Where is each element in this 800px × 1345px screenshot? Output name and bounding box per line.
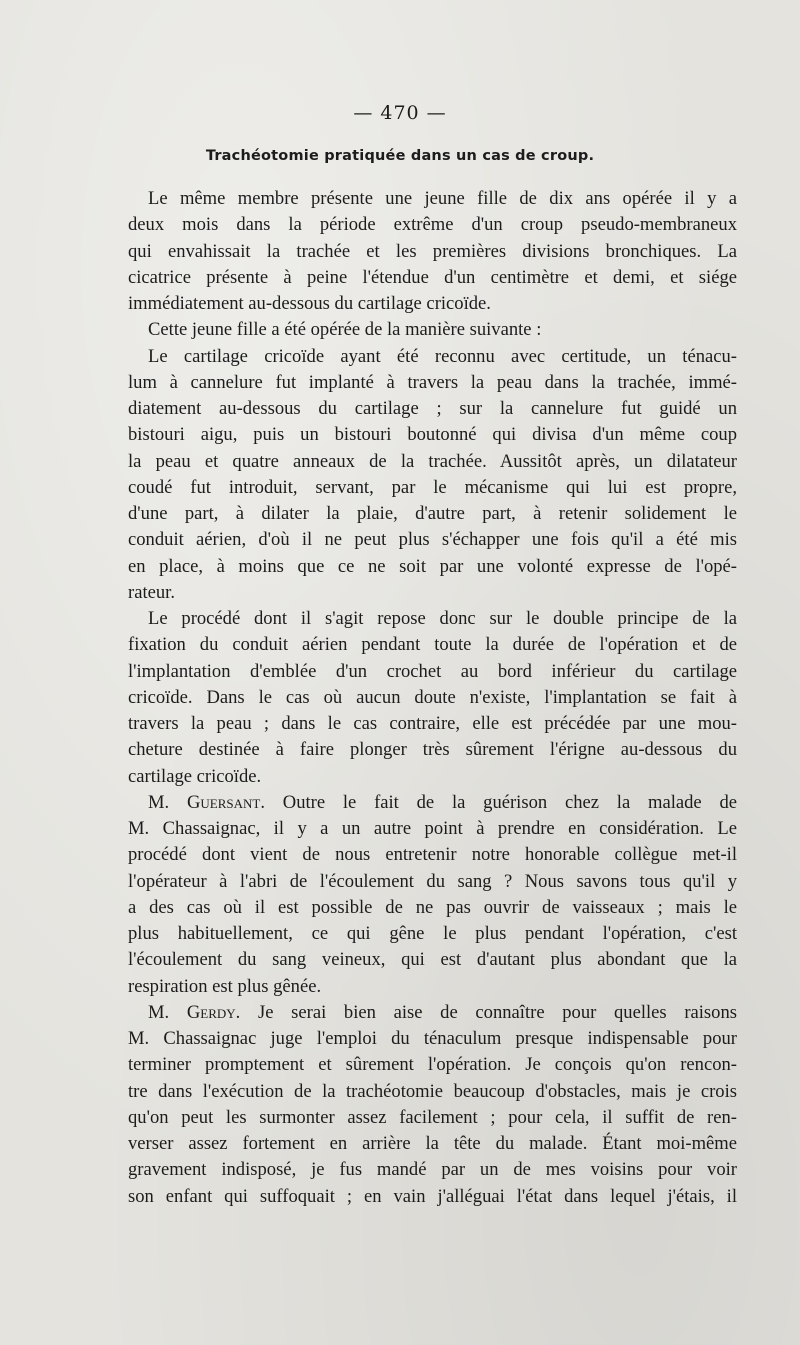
line-text: lum à cannelure fut implanté à travers la peau dans la trachée, immé- — [128, 371, 737, 393]
text-line — [128, 396, 737, 422]
text-line — [128, 659, 737, 685]
text-line — [128, 842, 737, 868]
text-line — [128, 449, 737, 475]
text-line — [128, 1184, 737, 1210]
text-line — [128, 764, 737, 790]
text-line — [128, 816, 737, 842]
page-number: — 470 — — [353, 102, 447, 124]
line-text: procédé dont vient de nous entretenir notre honorable collègue met-il — [128, 844, 737, 866]
text-line — [128, 317, 737, 343]
line-text: son enfant qui suffoquait ; en vain j'alléguai l'état dans lequel j'étais, il — [128, 1185, 737, 1207]
line-text: plus habituellement, ce qui gêne le plus pendant l'opération, c'est — [128, 923, 737, 944]
text-line — [128, 790, 737, 816]
line-text: bistouri aigu, puis un bistouri boutonné qui divisa d'un même coup — [128, 424, 737, 446]
text-line — [128, 1079, 737, 1105]
line-text: tre dans l'exécution de la trachéotomie beaucoup d'obstacles, mais je crois — [128, 1080, 737, 1102]
line-text: verser assez fortement en arrière la tête du malade. Étant moi-même — [128, 1133, 737, 1154]
text-line — [128, 370, 737, 396]
line-text: coudé fut introduit, servant, par le mécanisme qui lui est propre, — [128, 476, 737, 498]
text-line — [128, 974, 737, 1000]
body-text — [128, 186, 737, 1210]
text-line — [128, 239, 737, 265]
line-text: l'opérateur à l'abri de l'écoulement du sang ? Nous savons tous qu'il y — [128, 870, 737, 892]
line-text: en place, à moins que ce ne soit par une volonté expresse de l'opé- — [128, 555, 737, 577]
text-line — [128, 606, 737, 632]
speaker-name: M. Gerdy. — [148, 1001, 241, 1023]
line-text: immédiatement au-dessous du cartilage cricoïde. — [128, 293, 491, 314]
line-text: respiration est plus gênée. — [128, 975, 322, 997]
line-text: cheture destinée à faire plonger très sûrement l'érigne au-dessous du — [128, 739, 737, 761]
speaker-name: M. Guersant. — [148, 791, 265, 813]
line-text: Le cartilage cricoïde ayant été reconnu avec certitude, un ténacu- — [148, 345, 737, 367]
text-line — [128, 1131, 737, 1157]
text-line — [128, 1000, 737, 1026]
text-line — [128, 1157, 737, 1183]
line-text: M. Chassaignac, il y a un autre point à prendre en considération. Le — [128, 818, 737, 839]
line-text: qu'on peut les surmonter assez facilement ; pour cela, il suffit de ren- — [128, 1106, 737, 1128]
line-text: cicatrice présente à peine l'étendue d'un centimètre et demi, et siége — [128, 266, 737, 288]
text-line — [128, 265, 737, 291]
text-line — [128, 1105, 737, 1131]
text-line — [128, 554, 737, 580]
line-text: Outre le fait de la guérison chez la malade de — [282, 791, 737, 813]
line-text: terminer promptement et sûrement l'opération. Je conçois qu'on rencon- — [128, 1054, 737, 1076]
line-text: Cette jeune fille a été opérée de la manière suivante : — [148, 319, 542, 341]
text-line — [128, 344, 737, 370]
line-text: M. Chassaignac juge l'emploi du ténaculum presque indispensable pour — [128, 1028, 737, 1049]
line-text: cartilage cricoïde. — [128, 765, 262, 787]
text-line — [128, 475, 737, 501]
line-text: qui envahissait la trachée et les premières divisions bronchiques. La — [128, 240, 737, 262]
line-text: conduit aérien, d'où il ne peut plus s'échapper une fois qu'il a été mis — [128, 529, 737, 551]
text-line — [128, 212, 737, 238]
text-line — [128, 1052, 737, 1078]
text-line — [128, 711, 737, 737]
line-text: d'une part, à dilater la plaie, d'autre part, à retenir solidement le — [128, 503, 737, 524]
text-line — [128, 737, 737, 763]
line-text: a des cas où il est possible de ne pas ouvrir de vaisseaux ; mais le — [128, 896, 737, 918]
line-text: diatement au-dessous du cartilage ; sur la cannelure fut guidé un — [128, 398, 737, 419]
line-text: deux mois dans la période extrême d'un croup pseudo-membraneux — [128, 214, 737, 236]
line-text: rateur. — [128, 581, 175, 603]
text-line — [128, 869, 737, 895]
text-line — [128, 580, 737, 606]
text-line — [128, 947, 737, 973]
text-line — [128, 291, 737, 317]
line-text: cricoïde. Dans le cas où aucun doute n'existe, l'implantation se fait à — [128, 686, 737, 708]
line-text: Je serai bien aise de connaître pour quelles raisons — [258, 1001, 737, 1023]
line-text: travers la peau ; dans le cas contraire, elle est précédée par une mou- — [128, 713, 737, 734]
line-text: la peau et quatre anneaux de la trachée. Aussitôt après, un dilatateur — [128, 450, 737, 472]
text-line — [128, 632, 737, 658]
text-line — [128, 186, 737, 212]
line-text: fixation du conduit aérien pendant toute la durée de l'opération et de — [128, 634, 737, 656]
line-text: Le même membre présente une jeune fille de dix ans opérée il y a — [148, 188, 737, 209]
section-title: Trachéotomie pratiquée dans un cas de croup. — [205, 148, 595, 164]
text-line — [128, 422, 737, 448]
text-line — [128, 1026, 737, 1052]
text-line — [128, 685, 737, 711]
line-text: l'écoulement du sang veineux, qui est d'autant plus abondant que la — [128, 949, 737, 971]
line-text: l'implantation d'emblée d'un crochet au bord inférieur du cartilage — [128, 660, 737, 682]
line-text: Le procédé dont il s'agit repose donc sur le double principe de la — [148, 608, 737, 629]
line-text: gravement indisposé, je fus mandé par un de mes voisins pour voir — [128, 1159, 737, 1181]
text-line — [128, 527, 737, 553]
text-line — [128, 501, 737, 527]
text-line — [128, 921, 737, 947]
text-line — [128, 895, 737, 921]
